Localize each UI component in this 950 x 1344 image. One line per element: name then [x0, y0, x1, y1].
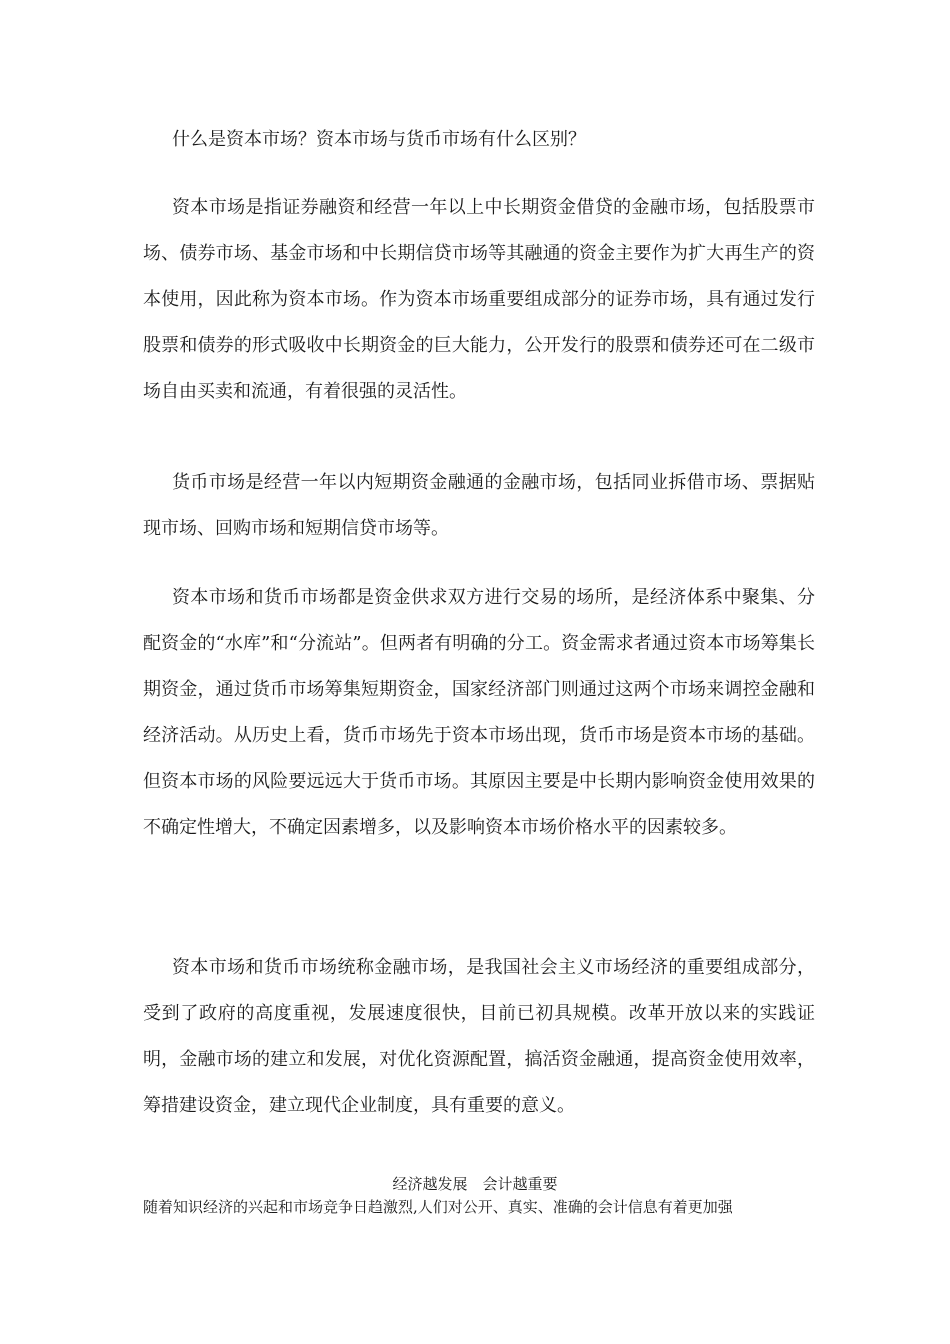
question-heading: 什么是资本市场？资本市场与货币市场有什么区别？ — [172, 129, 586, 150]
paragraph-financial-market: 资本市场和货币市场统称金融市场，是我国社会主义市场经济的重要组成部分，受到了政府的高度重视，发展速度很快，目前已初具规模。改革开放以来的实践证明，金融市场的建立和发展，对优化资源配置，搞活资金融通，提高资金使用效率，筹措建设资金，建立现代企业制度，具有重要的意义。 — [143, 957, 815, 1116]
paragraph-money-market: 货币市场是经营一年以内短期资金融通的金融市场，包括同业拆借市场、票据贴现市场、回购市场和短期信贷市场等。 — [143, 472, 815, 539]
article-first-line: 随着知识经济的兴起和市场竞争日趋激烈,人们对公开、真实、准确的会计信息有着更加强 — [143, 1198, 733, 1216]
paragraph-capital-market: 资本市场是指证券融资和经营一年以上中长期资金借贷的金融市场，包括股票市场、债券市场、基金市场和中长期信贷市场等其融通的资金主要作为扩大再生产的资本使用，因此称为资本市场。作为资本市场重要组成部分的证券市场，具有通过发行股票和债券的形式吸收中长期资金的巨大能力，公开发行的股票和债券还可在二级市场自由买卖和流通，有着很强的灵活性。 — [143, 197, 815, 402]
article-title: 经济越发展 会计越重要 — [392, 1175, 558, 1193]
paragraph-comparison: 资本市场和货币市场都是资金供求双方进行交易的场所，是经济体系中聚集、分配资金的“水库”和“分流站”。但两者有明确的分工。资金需求者通过资本市场筹集长期资金，通过货币市场筹集短期资金，国家经济部门则通过这两个市场来调控金融和经济活动。从历史上看，货币市场先于资本市场出现，货币市场是资本市场的基础。但资本市场的风险要远远大于货币市场。其原因主要是中长期内影响资金使用效果的不确定性增大，不确定因素增多，以及影响资本市场价格水平的因素较多。 — [143, 587, 815, 838]
